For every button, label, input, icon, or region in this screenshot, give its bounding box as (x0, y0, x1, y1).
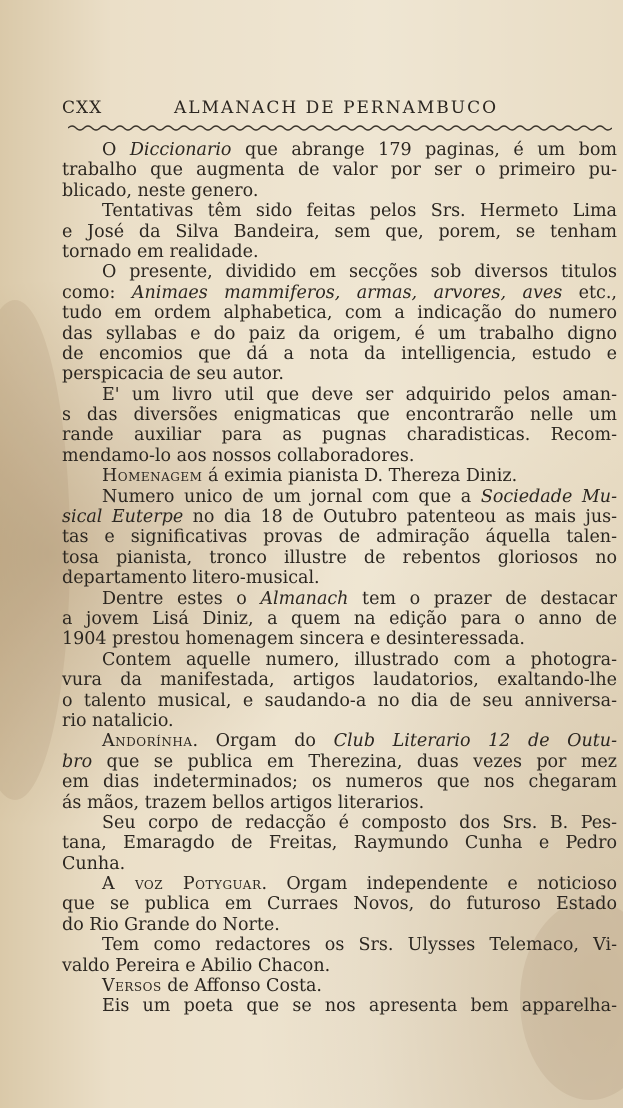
text-line: e José da Silva Bandeira, sem que, porem, se tenham (62, 221, 617, 242)
text-line: Cunha. (62, 853, 126, 874)
text-line: rande auxiliar para as pugnas charadisticas. Recom- (62, 425, 617, 446)
text-line: mendamo-lo aos nossos collaboradores. (62, 445, 415, 466)
text-line: E' um livro util que deve ser adquirido pelos aman- (102, 384, 617, 405)
text-line: bro que se publica em Therezina, duas vezes por mez (62, 751, 617, 772)
body-text (62, 140, 617, 1017)
text-line: ás mãos, trazem bellos artigos literarios. (62, 792, 425, 813)
text-line: tosa pianista, tronco illustre de rebentos gloriosos no (62, 547, 617, 568)
text-line: que se publica em Curraes Novos, do futuroso Estado (62, 894, 617, 915)
text-line: tornado em realidade. (62, 241, 259, 262)
text-line: em dias indeterminados; os numeros que nos chegaram (62, 772, 617, 793)
text-line: O Diccionario que abrange 179 paginas, é um bom (102, 140, 617, 160)
text-line: departamento litero-musical. (62, 568, 320, 589)
text-line: Dentre estes o Almanach tem o prazer de destacar (102, 588, 617, 609)
text-line: A voz Potyguar. Orgam independente e noticioso (102, 874, 617, 895)
text-line: 1904 prestou homenagem sincera e desinteressada. (62, 629, 525, 650)
text-line: o talento musical, e saudando-a no dia de seu anniversa- (62, 690, 617, 711)
text-line: Numero unico de um jornal com que a Sociedade Mu- (102, 486, 617, 507)
text-line: a jovem Lisá Diniz, a quem na edição para o anno de (62, 608, 617, 629)
text-line: perspicacia de seu autor. (62, 364, 284, 385)
text-line: sical Euterpe no dia 18 de Outubro patenteou as mais jus- (62, 507, 617, 528)
text-line: Contem aquelle numero, illustrado com a photogra- (102, 649, 617, 670)
text-line: de encomios que dá a nota da intelligencia, estudo e (62, 343, 617, 364)
text-line: como: Animaes mammiferos, armas, arvores, aves etc., (62, 282, 617, 303)
text-line: do Rio Grande do Norte. (62, 914, 280, 935)
running-title: ALMANACH DE PERNAMBUCO (174, 98, 499, 118)
text-line: tana, Emaragdo de Freitas, Raymundo Cunha e Pedro (62, 833, 617, 854)
page-number: CXX (62, 98, 103, 118)
text-line: Tem como redactores os Srs. Ulysses Telemaco, Vi- (102, 935, 617, 956)
text-line: blicado, neste genero. (62, 180, 259, 201)
wavy-rule-divider (68, 124, 612, 132)
text-line: das syllabas e do paiz da origem, é um trabalho digno (62, 323, 617, 344)
text-line: Eis um poeta que se nos apresenta bem apparelha- (102, 996, 617, 1017)
text-line: Versos de Affonso Costa. (102, 976, 322, 997)
text-line: tudo em ordem alphabetica, com a indicação do numero (62, 303, 617, 324)
text-line: O presente, dividido em secções sob diversos titulos (102, 262, 617, 283)
text-line: Tentativas têm sido feitas pelos Srs. Hermeto Lima (102, 201, 617, 222)
text-line: vura da manifestada, artigos laudatorios, exaltando-lhe (62, 670, 617, 691)
text-line: Homenagem á eximia pianista D. Thereza Diniz. (102, 466, 518, 487)
text-line: trabalho que augmenta de valor por ser o primeiro pu- (62, 160, 617, 181)
text-line: Andorínha. Orgam do Club Literario 12 de Outu- (102, 731, 617, 752)
page-stain (0, 300, 70, 800)
text-line: rio natalicio. (62, 710, 174, 731)
text-line: Seu corpo de redacção é composto dos Srs. B. Pes- (102, 812, 617, 833)
text-line: tas e significativas provas de admiração áquella talen- (62, 527, 617, 548)
text-line: valdo Pereira e Abilio Chacon. (62, 955, 331, 976)
text-line: s das diversões enigmaticas que encontrarão nelle um (62, 405, 617, 426)
